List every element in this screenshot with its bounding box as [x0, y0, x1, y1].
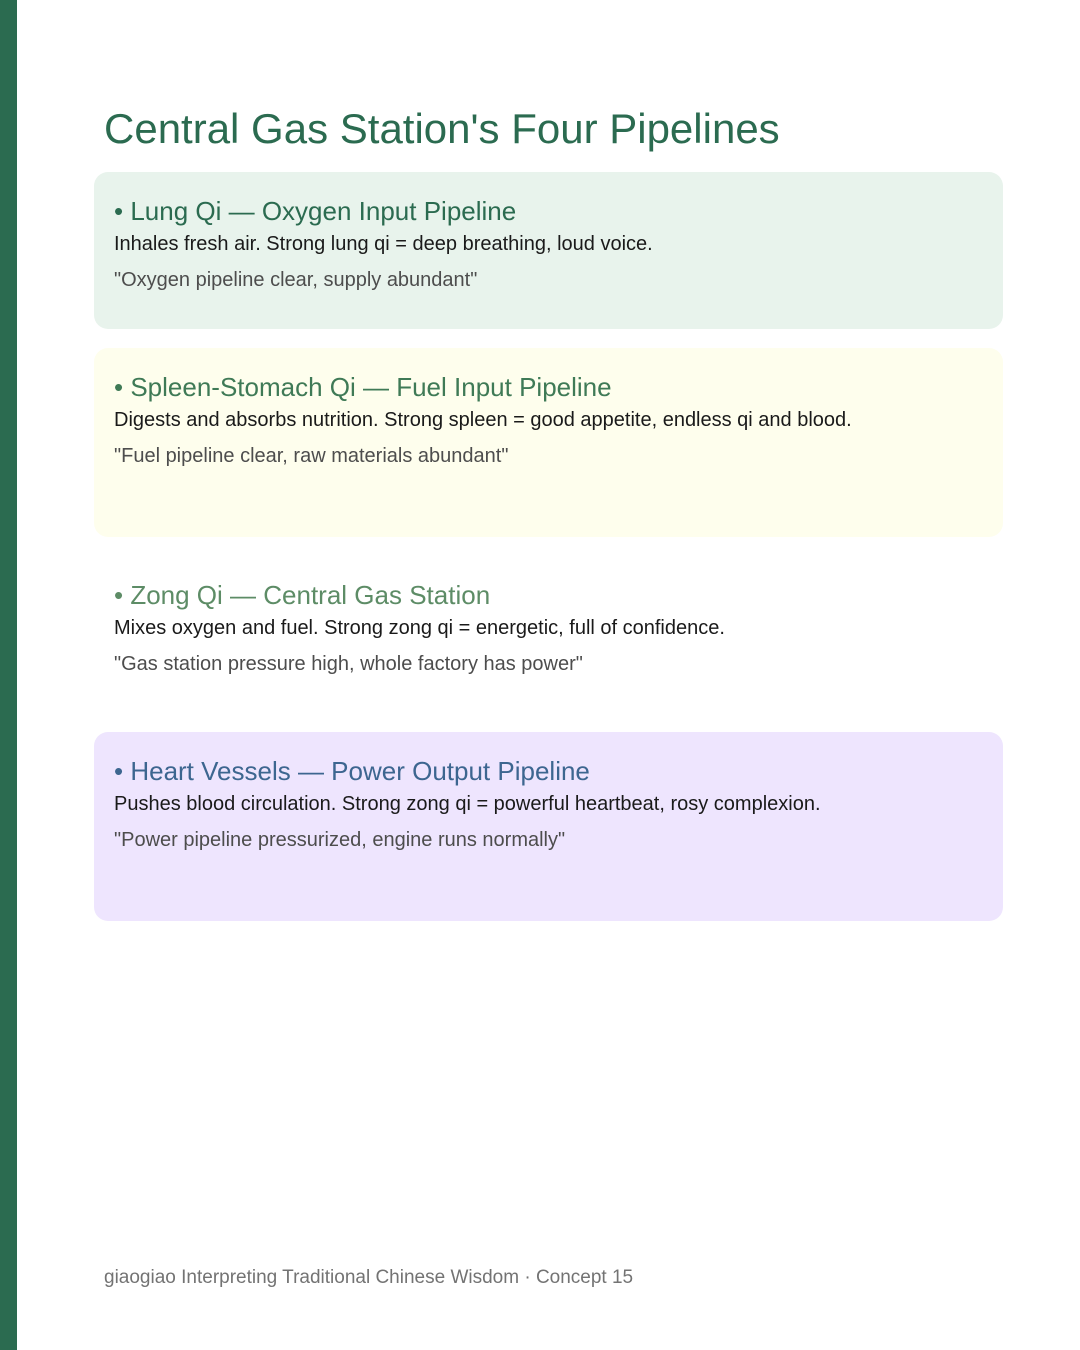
card-description: Inhales fresh air. Strong lung qi = deep breathing, loud voice.: [114, 233, 653, 255]
card-quote: "Power pipeline pressurized, engine runs normally": [114, 829, 566, 851]
card-description: Mixes oxygen and fuel. Strong zong qi = energetic, full of confidence.: [114, 617, 725, 639]
card-title: • Lung Qi — Oxygen Input Pipeline: [114, 196, 517, 226]
card-lung-qi: [94, 172, 1003, 329]
card-spleen-stomach-qi: [94, 348, 1003, 537]
card-description: Pushes blood circulation. Strong zong qi = powerful heartbeat, rosy complexion.: [114, 793, 821, 815]
left-accent-bar: [0, 0, 17, 1350]
card-title: • Heart Vessels — Power Output Pipeline: [114, 756, 590, 786]
card-quote: "Fuel pipeline clear, raw materials abundant": [114, 445, 509, 467]
card-zong-qi: [94, 556, 1003, 713]
card-description: Digests and absorbs nutrition. Strong spleen = good appetite, endless qi and blood.: [114, 409, 852, 431]
footer-caption: giaogiao Interpreting Traditional Chinese Wisdom · Concept 15: [104, 1267, 634, 1288]
card-quote: "Gas station pressure high, whole factory has power": [114, 653, 583, 675]
card-quote: "Oxygen pipeline clear, supply abundant": [114, 269, 478, 291]
card-title: • Spleen-Stomach Qi — Fuel Input Pipeline: [114, 372, 612, 402]
card-title: • Zong Qi — Central Gas Station: [114, 580, 491, 610]
card-heart-vessels: [94, 732, 1003, 921]
page-title: Central Gas Station's Four Pipelines: [104, 105, 780, 152]
